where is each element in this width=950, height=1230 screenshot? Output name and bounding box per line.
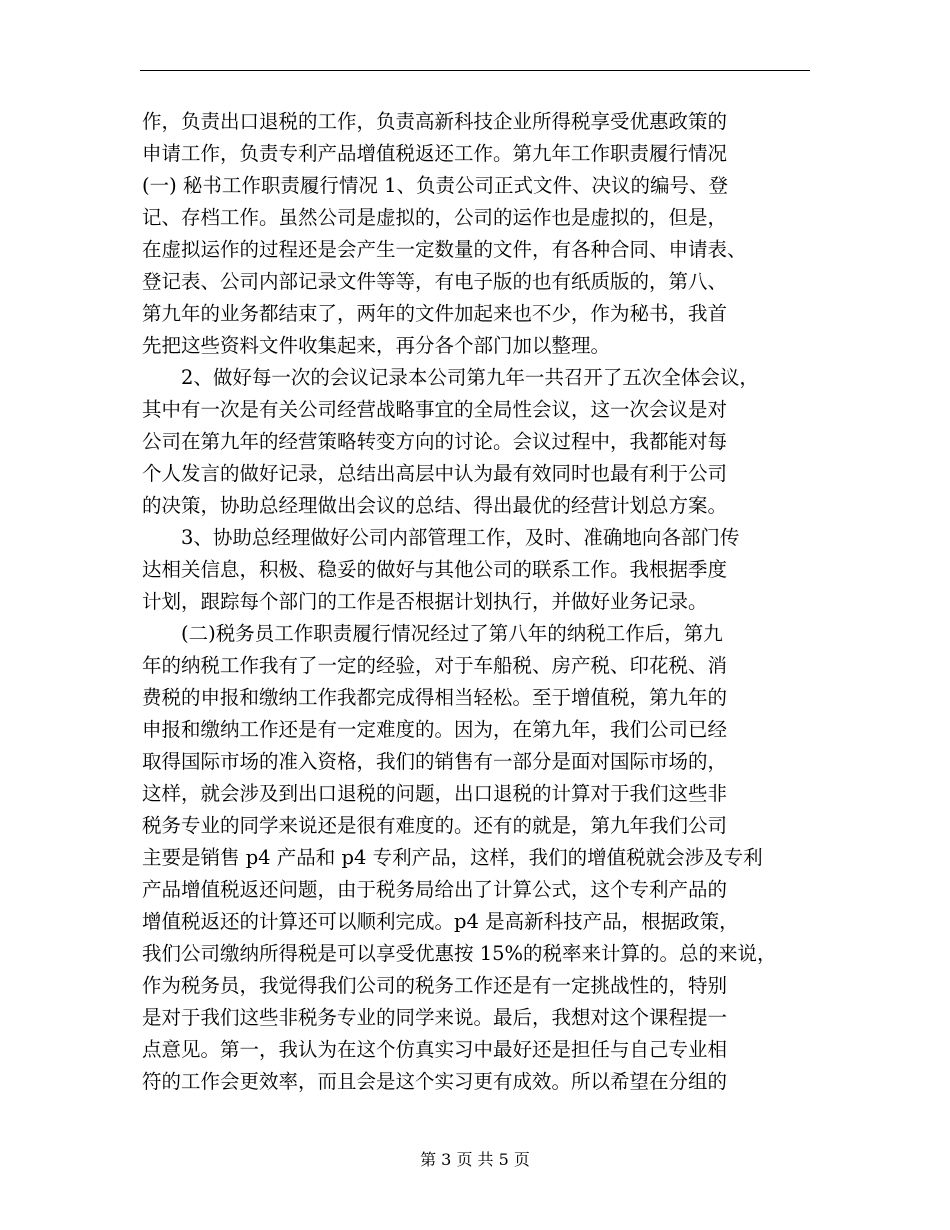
text-line: 年的纳税工作我有了一定的经验，对于车船税、房产税、印花税、消 <box>142 654 728 677</box>
text-line: 取得国际市场的准入资格，我们的销售有一部分是面对国际市场的， <box>142 750 728 773</box>
text-line: 我们公司缴纳所得税是可以享受优惠按 15%的税率来计算的。总的来说， <box>142 942 777 965</box>
text-line: (二)税务员工作职责履行情况经过了第八年的纳税工作后，第九 <box>142 622 723 645</box>
text-line: 个人发言的做好记录，总结出高层中认为最有效同时也最有利于公司 <box>142 462 728 485</box>
text-line: 这样，就会涉及到出口退税的问题，出口退税的计算对于我们这些非 <box>142 782 728 805</box>
text-line: 申报和缴纳工作还是有一定难度的。因为，在第九年，我们公司已经 <box>142 718 728 741</box>
text-line: 的决策，协助总经理做出会议的总结、得出最优的经营计划总方案。 <box>142 494 728 517</box>
text-line: 计划，跟踪每个部门的工作是否根据计划执行，并做好业务记录。 <box>142 590 708 613</box>
text-line: 主要是销售 p4 产品和 p4 专利产品，这样，我们的增值税就会涉及专利 <box>142 846 763 869</box>
body-text <box>142 106 810 1098</box>
text-line: 是对于我们这些非税务专业的同学来说。最后，我想对这个课程提一 <box>142 1006 728 1029</box>
text-line: 税务专业的同学来说还是很有难度的。还有的就是，第九年我们公司 <box>142 814 728 837</box>
text-line: 公司在第九年的经营策略转变方向的讨论。会议过程中，我都能对每 <box>142 430 728 453</box>
text-line: 其中有一次是有关公司经营战略事宜的全局性会议，这一次会议是对 <box>142 398 728 421</box>
page-footer <box>0 1148 950 1172</box>
text-line: 第九年的业务都结束了，两年的文件加起来也不少，作为秘书，我首 <box>142 302 728 325</box>
text-line: 增值税返还的计算还可以顺利完成。p4 是高新科技产品，根据政策， <box>142 910 739 933</box>
text-line: 点意见。第一，我认为在这个仿真实习中最好还是担任与自己专业相 <box>142 1038 728 1061</box>
text-line: 符的工作会更效率，而且会是这个实习更有成效。所以希望在分组的 <box>142 1070 728 1093</box>
text-line: 记、存档工作。虽然公司是虚拟的，公司的运作也是虚拟的，但是， <box>142 206 728 229</box>
text-line: 申请工作，负责专利产品增值税返还工作。第九年工作职责履行情况 <box>142 142 728 165</box>
text-line: 在虚拟运作的过程还是会产生一定数量的文件，有各种合同、申请表、 <box>142 238 747 261</box>
text-line: (一) 秘书工作职责履行情况 1、负责公司正式文件、决议的编号、登 <box>142 174 729 197</box>
text-line: 2、做好每一次的会议记录本公司第九年一共召开了五次全体会议， <box>142 366 759 389</box>
page-number: 第 3 页 共 5 页 <box>420 1150 530 1169</box>
header-rule <box>140 70 810 71</box>
text-line: 产品增值税返还问题，由于税务局给出了计算公式，这个专利产品的 <box>142 878 728 901</box>
text-line: 登记表、公司内部记录文件等等，有电子版的也有纸质版的，第八、 <box>142 270 728 293</box>
text-line: 达相关信息，积极、稳妥的做好与其他公司的联系工作。我根据季度 <box>142 558 728 581</box>
text-line: 费税的申报和缴纳工作我都完成得相当轻松。至于增值税，第九年的 <box>142 686 728 709</box>
text-line: 3、协助总经理做好公司内部管理工作，及时、准确地向各部门传 <box>142 526 740 549</box>
text-line: 先把这些资料文件收集起来，再分各个部门加以整理。 <box>142 334 611 357</box>
text-line: 作为税务员，我觉得我们公司的税务工作还是有一定挑战性的，特别 <box>142 974 728 997</box>
text-line: 作，负责出口退税的工作，负责高新科技企业所得税享受优惠政策的 <box>142 110 728 133</box>
